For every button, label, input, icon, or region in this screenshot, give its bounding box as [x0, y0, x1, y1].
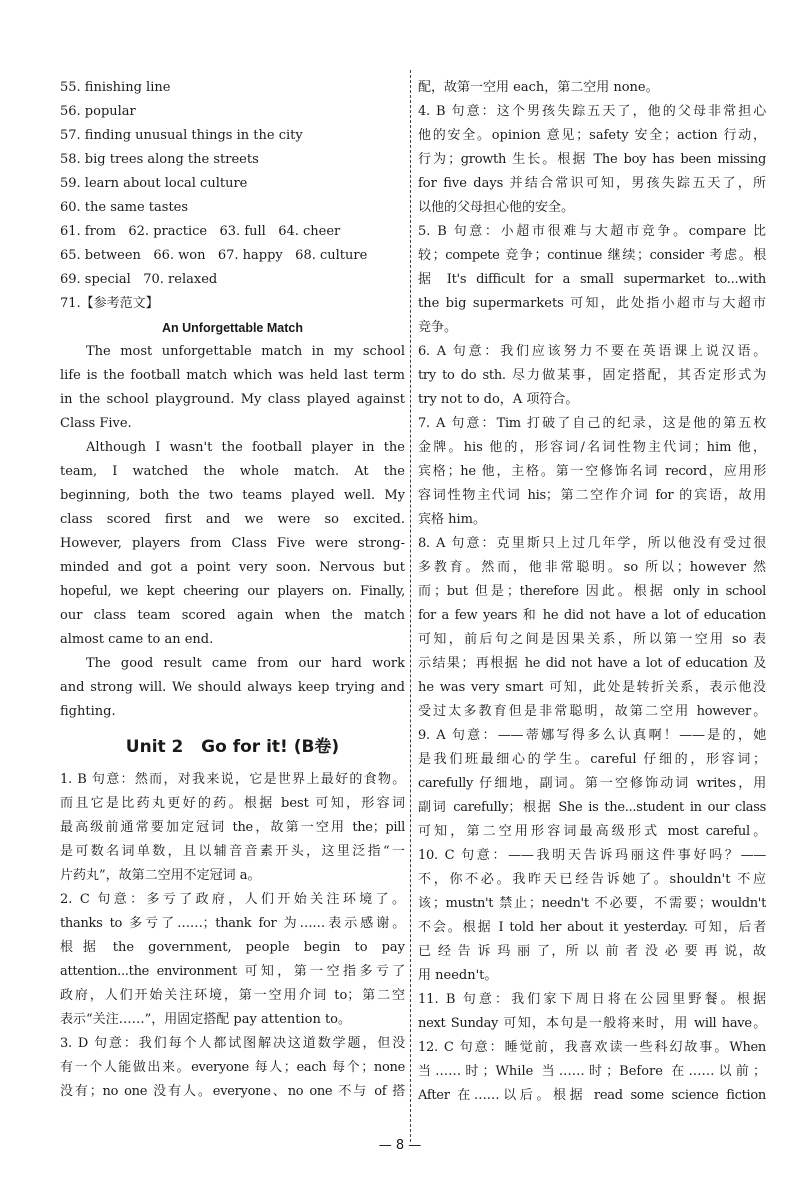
essay-line: The most unforgettable match in my school [86, 344, 405, 359]
explanation-line: 根 据 the government, people begin to pay [60, 940, 405, 955]
explanation-line: 8. A 句意：克里斯只上过几年学，所以他没有受过很 [418, 536, 766, 551]
answer-line: 56. popular [60, 104, 136, 119]
explanation-line: 受过太多教育但是非常聪明，故第二空用 however。 [418, 704, 766, 719]
answer-line: 71.【参考范文】 [60, 296, 159, 311]
explanation-line: 没有；no one 没有人。everyone、no one 不与 of 搭 [60, 1084, 405, 1099]
explanation-line: he was very smart 可知，此处是转折关系，表示他没 [418, 680, 766, 695]
explanation-line: 而；but 但是；therefore 因此。根据 only in school [418, 584, 766, 599]
explanation-line: 2. C 句意：多亏了政府，人们开始关注环境了。 [60, 892, 405, 907]
explanation-line: 容词性物主代词 his；第二空作介词 for 的宾语，故用 [418, 488, 766, 503]
explanation-line: 金牌。his 他的，形容词/名词性物主代词；him 他， [418, 440, 766, 455]
explanation-line: 片药丸”，故第二空用不定冠词 a。 [60, 868, 261, 883]
essay-line: Although I wasn't the football player in the [86, 440, 405, 455]
explanation-line: try to do sth. 尽力做某事，固定搭配，其否定形式为 [418, 368, 766, 383]
essay-line: minded and got a point very soon. Nervous but [60, 560, 405, 575]
explanation-line: 3. D 句意：我们每个人都试图解决这道数学题，但没 [60, 1036, 405, 1051]
essay-line: team, I watched the whole match. At the [60, 464, 405, 479]
answer-line: 61. from 62. practice 63. full 64. cheer [60, 224, 341, 239]
explanation-line: 是我们班最细心的学生。careful 仔细的，形容词； [418, 752, 766, 767]
answer-line: 57. finding unusual things in the city [60, 128, 303, 143]
unit-title: Unit 2 Go for it! (B卷) [125, 737, 340, 757]
explanation-line: for a few years 和 he did not have a lot of education [418, 608, 766, 623]
explanation-line: 有一个人能做出来。everyone 每人；each 每个；none [60, 1060, 405, 1075]
explanation-line: 副词 carefully；根据 She is the...student in our class [418, 800, 766, 815]
explanation-line: carefully 仔细地，副词。第一空修饰动词 writes，用 [418, 776, 766, 791]
essay-line: our class team scored again when the match [60, 608, 405, 623]
essay-line: beginning, both the two teams played well. My [60, 488, 405, 503]
explanation-line: for five days 并结合常识可知，男孩失踪五天了，所 [418, 176, 766, 191]
explanation-line: 可知，前后句之间是因果关系，所以第一空用 so 表 [418, 632, 766, 647]
explanation-line: 宾格；he 他，主格。第一空修饰名词 record，应用形 [418, 464, 766, 479]
answer-line: 60. the same tastes [60, 200, 189, 215]
explanation-line: 4. B 句意：这个男孩失踪五天了，他的父母非常担心 [418, 104, 766, 119]
explanation-line: 该；mustn't 禁止；needn't 不必要，不需要；wouldn't [418, 896, 766, 911]
right-column [418, 76, 766, 1108]
essay-line: and strong will. We should always keep trying and [60, 680, 405, 695]
explanation-line: attention...the environment 可知，第一空指多亏了 [60, 964, 405, 979]
explanation-line: 7. A 句意：Tim 打破了自己的纪录，这是他的第五枚 [418, 416, 766, 431]
answer-line: 65. between 66. won 67. happy 68. culture [60, 248, 368, 263]
explanation-line: thanks to 多亏了……；thank for 为……表示感谢。 [60, 916, 405, 931]
answer-line: 69. special 70. relaxed [60, 272, 218, 287]
explanation-line: 行为；growth 生长。根据 The boy has been missing [418, 152, 766, 167]
explanation-line: 不，你不必。我昨天已经告诉她了。shouldn't 不应 [418, 872, 766, 887]
essay-line: fighting. [60, 704, 116, 719]
explanation-line: 他的安全。opinion 意见；safety 安全；action 行动， [418, 128, 766, 143]
explanation-line: 较；compete 竞争；continue 继续；consider 考虑。根 [418, 248, 766, 263]
essay-line: almost came to an end. [60, 632, 214, 647]
answer-line: 58. big trees along the streets [60, 152, 259, 167]
explanation-line: 宾格 him。 [418, 512, 486, 527]
essay-line: life is the football match which was held last term [60, 368, 405, 383]
explanation-line: 可知，第二空用形容词最高级形式 most careful。 [418, 824, 766, 839]
essay-line: class scored first and we were so excited. [60, 512, 405, 527]
explanation-line: 5. B 句意：小超市很难与大超市竞争。compare 比 [418, 224, 766, 239]
explanation-line: 表示“关注……”，用固定搭配 pay attention to。 [60, 1012, 352, 1027]
explanation-line: 6. A 句意：我们应该努力不要在英语课上说汉语。 [418, 344, 766, 359]
essay-line: hopeful, we kept cheering our players on. Finally, [60, 584, 405, 599]
explanation-line: next Sunday 可知，本句是一般将来时，用 will have。 [418, 1016, 766, 1031]
explanation-line: 多教育。然而，他非常聪明。so 所以；however 然 [418, 560, 766, 575]
explanation-line: 而且它是比药丸更好的药。根据 best 可知，形容词 [60, 796, 405, 811]
essay-line: The good result came from our hard work [86, 656, 405, 671]
essay-line: Class Five. [60, 416, 132, 431]
left-column [60, 76, 405, 1104]
explanation-line: 不会。根据 I told her about it yesterday. 可知，后者 [418, 920, 766, 935]
explanation-line: 示结果；再根据 he did not have a lot of education 及 [418, 656, 766, 671]
answer-line: 59. learn about local culture [60, 176, 248, 191]
explanation-line: 是可数名词单数，且以辅音音素开头，这里泛指“一 [60, 844, 405, 859]
explanation-line: 配，故第一空用 each，第二空用 none。 [418, 80, 659, 95]
explanation-line: 竞争。 [418, 320, 458, 335]
explanation-line: 用 needn't。 [418, 968, 498, 983]
essay-title: An Unforgettable Match [162, 321, 303, 335]
answer-line: 55. finishing line [60, 80, 171, 95]
explanation-line: 9. A 句意：——蒂娜写得多么认真啊！——是的，她 [418, 728, 766, 743]
essay-line: However, players from Class Five were strong- [60, 536, 405, 551]
page-number: — 8 — [378, 1138, 422, 1153]
explanation-line: 12. C 句意：睡觉前，我喜欢读一些科幻故事。When [418, 1040, 766, 1055]
explanation-line: After 在……以后。根据 read some science fiction [418, 1088, 766, 1103]
explanation-line: 已 经 告 诉 玛 丽 了，所 以 前 者 没 必 要 再 说，故 [418, 944, 766, 959]
explanation-line: try not to do，A 项符合。 [418, 392, 579, 407]
explanation-line: 以他的父母担心他的安全。 [418, 200, 575, 215]
explanation-line: 1. B 句意：然而，对我来说，它是世界上最好的食物。 [60, 772, 405, 787]
explanation-line: 当……时；While 当……时；Before 在……以前； [418, 1064, 766, 1079]
explanation-line: 政府，人们开始关注环境，第一空用介词 to；第二空 [60, 988, 405, 1003]
column-divider [410, 70, 411, 1142]
explanation-line: 最高级前通常要加定冠词 the，故第一空用 the；pill [60, 820, 405, 835]
explanation-line: 据 It's difficult for a small supermarket to...with [418, 272, 766, 287]
explanation-line: 11. B 句意：我们家下周日将在公园里野餐。根据 [418, 992, 766, 1007]
explanation-line: the big supermarkets 可知，此处指小超市与大超市 [418, 296, 766, 311]
explanation-line: 10. C 句意：——我明天告诉玛丽这件事好吗？—— [418, 848, 766, 863]
essay-line: in the school playground. My class played against [60, 392, 405, 407]
